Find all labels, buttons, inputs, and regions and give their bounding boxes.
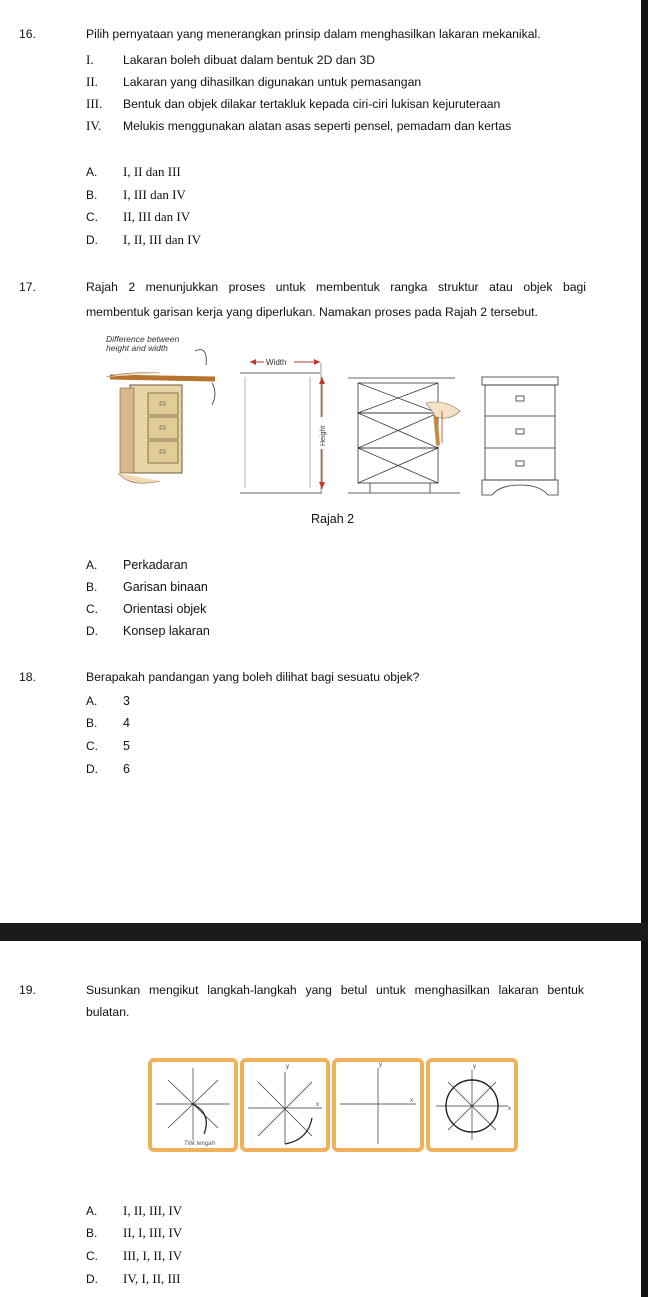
- q16-option-b[interactable]: I, III dan IV: [123, 187, 186, 202]
- q17-text-line1: Rajah 2 menunjukkan proses untuk membentuk rangka struktur atau objek bagi: [86, 280, 586, 294]
- q19-option-c[interactable]: III, I, II, IV: [123, 1248, 183, 1263]
- q19-number: 19.: [19, 983, 36, 997]
- annotation-difference: Difference between: [106, 334, 180, 344]
- q16-option-d-letter: D.: [86, 233, 98, 247]
- q19-option-a-letter: A.: [86, 1204, 98, 1218]
- rajah-2-caption: Rajah 2: [311, 512, 355, 526]
- exam-page-2: [0, 941, 641, 1297]
- q18-text: Berapakah pandangan yang boleh dilihat bagi sesuatu objek?: [86, 670, 420, 684]
- cabinet-outline: [482, 377, 558, 495]
- q18-option-c[interactable]: 5: [123, 739, 130, 753]
- q16-number: 16.: [19, 27, 36, 41]
- rajah-2-figure: [100, 333, 570, 508]
- q19-text-line2: bulatan.: [86, 1005, 130, 1019]
- q16-option-c-letter: C.: [86, 210, 98, 224]
- circle-steps-figure: [146, 1056, 522, 1156]
- q18-option-c-letter: C.: [86, 739, 98, 753]
- pencil-hand: [426, 402, 460, 445]
- q18-option-b-letter: B.: [86, 716, 98, 730]
- height-label: Height: [320, 425, 327, 446]
- proportion-box: [240, 357, 327, 493]
- q19-text-line1: Susunkan mengikut langkah-langkah yang betul untuk menghasilkan lakaran bentuk: [86, 983, 584, 997]
- step3-x-label: x: [410, 1098, 413, 1104]
- q16-roman-2: II.: [86, 74, 98, 89]
- q17-option-c[interactable]: Orientasi objek: [123, 602, 207, 616]
- step4-x-label: x: [508, 1106, 511, 1112]
- step2-y-label: y: [286, 1064, 289, 1070]
- q16-statement-4: Melukis menggunakan alatan asas seperti pensel, pemadam dan kertas: [123, 119, 512, 133]
- q19-option-a[interactable]: I, II, III, IV: [123, 1203, 183, 1218]
- q16-option-a[interactable]: I, II dan III: [123, 164, 181, 179]
- q18-option-b[interactable]: 4: [123, 716, 130, 730]
- cabinet-sketch-1: [106, 350, 215, 484]
- q16-option-c[interactable]: II, III dan IV: [123, 209, 191, 224]
- q16-statement-2: Lakaran yang dihasilkan digunakan untuk pemasangan: [123, 75, 422, 89]
- q17-option-a[interactable]: Perkadaran: [123, 558, 188, 572]
- q16-text: Pilih pernyataan yang menerangkan prinsip dalam menghasilkan lakaran mekanikal.: [86, 27, 541, 41]
- page-divider: [0, 923, 648, 941]
- q16-roman-3: III.: [86, 96, 103, 111]
- q16-option-d[interactable]: I, II, III dan IV: [123, 232, 201, 247]
- q19-option-b[interactable]: II, I, III, IV: [123, 1225, 183, 1240]
- q17-option-d-letter: D.: [86, 624, 98, 638]
- q17-option-b[interactable]: Garisan binaan: [123, 580, 208, 594]
- step2-x-label: x: [316, 1102, 319, 1108]
- q17-option-d[interactable]: Konsep lakaran: [123, 624, 210, 638]
- q17-number: 17.: [19, 280, 36, 294]
- q16-option-a-letter: A.: [86, 165, 98, 179]
- q17-text-line2: membentuk garisan kerja yang diperlukan. Namakan proses pada Rajah 2 tersebut.: [86, 305, 538, 319]
- q18-number: 18.: [19, 670, 36, 684]
- q17-option-a-letter: A.: [86, 558, 98, 572]
- q16-option-b-letter: B.: [86, 188, 98, 202]
- construction-boxes: [348, 378, 460, 493]
- circle-steps-illustration: [146, 1056, 522, 1156]
- q19-option-d[interactable]: IV, I, II, III: [123, 1271, 181, 1286]
- q16-roman-1: I.: [86, 52, 94, 67]
- scan-edge: [641, 0, 648, 1297]
- q16-statement-1: Lakaran boleh dibuat dalam bentuk 2D dan 3D: [123, 53, 376, 67]
- q18-option-d[interactable]: 6: [123, 762, 130, 776]
- width-label: Width: [266, 358, 287, 367]
- q17-option-c-letter: C.: [86, 602, 98, 616]
- q18-option-a[interactable]: 3: [123, 694, 130, 708]
- step3-y-label: y: [379, 1062, 382, 1068]
- annotation-height-width: height and width: [106, 343, 168, 353]
- q19-option-b-letter: B.: [86, 1226, 98, 1240]
- rajah-2-illustration: [100, 333, 570, 508]
- step4-y-label: y: [473, 1064, 476, 1070]
- q17-option-b-letter: B.: [86, 580, 98, 594]
- q16-statement-3: Bentuk dan objek dilakar tertakluk kepada ciri-ciri lukisan kejuruteraan: [123, 97, 501, 111]
- center-point-label: Titik tengah: [184, 1141, 215, 1147]
- q16-roman-4: IV.: [86, 118, 102, 133]
- q19-option-d-letter: D.: [86, 1272, 98, 1286]
- q19-option-c-letter: C.: [86, 1249, 98, 1263]
- q18-option-d-letter: D.: [86, 762, 98, 776]
- q18-option-a-letter: A.: [86, 694, 98, 708]
